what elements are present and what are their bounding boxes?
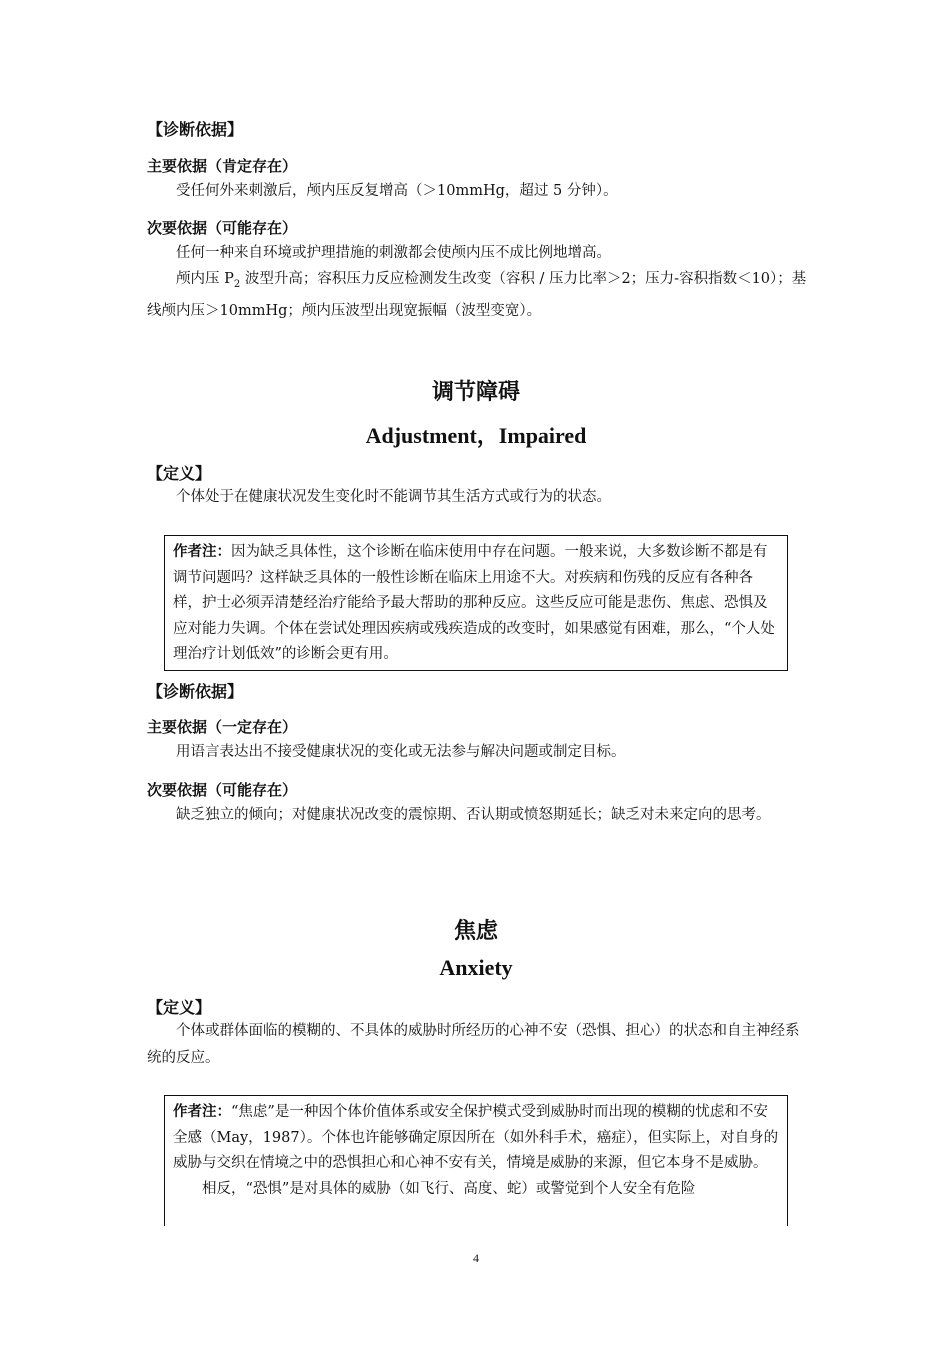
- page-number: 4: [473, 1251, 479, 1265]
- minor-basis-text-1: 任何一种来自环境或护理措施的刺激都会使颅内压不成比例地增高。: [176, 245, 611, 261]
- author-note-label: 作者注：: [173, 1104, 231, 1120]
- author-note-box: [164, 535, 788, 671]
- definition-text: 个体或群体面临的模糊的、不具体的威胁时所经历的心神不安（恐惧、担心）的状态和自主神经系统的反应。: [147, 1023, 800, 1066]
- diagnosis-basis-heading: 【诊断依据】: [147, 682, 244, 701]
- author-note-text-2: 相反，“恐惧”是对具体的威胁（如飞行、高度、蛇）或警觉到个人安全有危险: [202, 1180, 696, 1197]
- definition-heading: 【定义】: [147, 464, 212, 483]
- definition-heading: 【定义】: [147, 998, 212, 1017]
- section-title-en: Anxiety: [439, 955, 513, 980]
- section-title-cn: 焦虑: [453, 919, 498, 944]
- major-basis-heading: 主要依据（肯定存在）: [147, 157, 298, 175]
- minor-basis-text-2: 颅内压 $P_2$ 波型升高；容积压力反应检测发生改变（容积 / 压力比率＞2；压力-容积指数＜10）；基线颅内压＞10mmHg；颅内压波型出现宽振幅（波型变宽）。: [147, 271, 807, 319]
- author-note-text: “焦虑”是一种因个体价值体系或安全保护模式受到威胁时而出现的模糊的忧虑和不安全感（May，1987）。个体也许能够确定原因所在（如外科手术，癌症），但实际上，对自身的威胁与交织在情境之中的恐惧担心和心神不安有关，情境是威胁的来源，但它本身不是威胁。: [173, 1104, 779, 1171]
- diagnosis-basis-heading: 【诊断依据】: [147, 120, 244, 139]
- minor-basis-heading: 次要依据（可能存在）: [147, 781, 298, 799]
- minor-basis-heading: 次要依据（可能存在）: [147, 219, 298, 237]
- section-title-en: Adjustment，Impaired: [365, 423, 587, 448]
- author-note-label: 作者注：: [173, 544, 231, 560]
- major-basis-text: 用语言表达出不接受健康状况的变化或无法参与解决问题或制定目标。: [176, 744, 626, 760]
- author-note-text: 因为缺乏具体性，这个诊断在临床使用中存在问题。一般来说，大多数诊断不都是有调节问题吗？这样缺乏具体的一般性诊断在临床上用途不大。对疾病和伤残的反应有各种各样，护士必须弄清楚经治疗能给予最大帮助的那种反应。这些反应可能是悲伤、焦虑、恐惧及应对能力失调。个体在尝试处理因疾病或残疾造成的改变时，如果感觉有困难，那么，“个人处理治疗计划低效”的诊断会更有用。: [173, 544, 775, 662]
- minor-basis-text: 缺乏独立的倾向；对健康状况改变的震惊期、否认期或愤怒期延长；缺乏对未来定向的思考。: [176, 807, 771, 823]
- section-title-cn: 调节障碍: [431, 380, 520, 405]
- definition-text: 个体处于在健康状况发生变化时不能调节其生活方式或行为的状态。: [176, 489, 611, 505]
- author-note-box: [164, 1095, 788, 1226]
- major-basis-heading: 主要依据（一定存在）: [147, 718, 298, 736]
- major-basis-text: 受任何外来刺激后，颅内压反复增高（＞10mmHg，超过 5 分钟）。: [176, 183, 618, 199]
